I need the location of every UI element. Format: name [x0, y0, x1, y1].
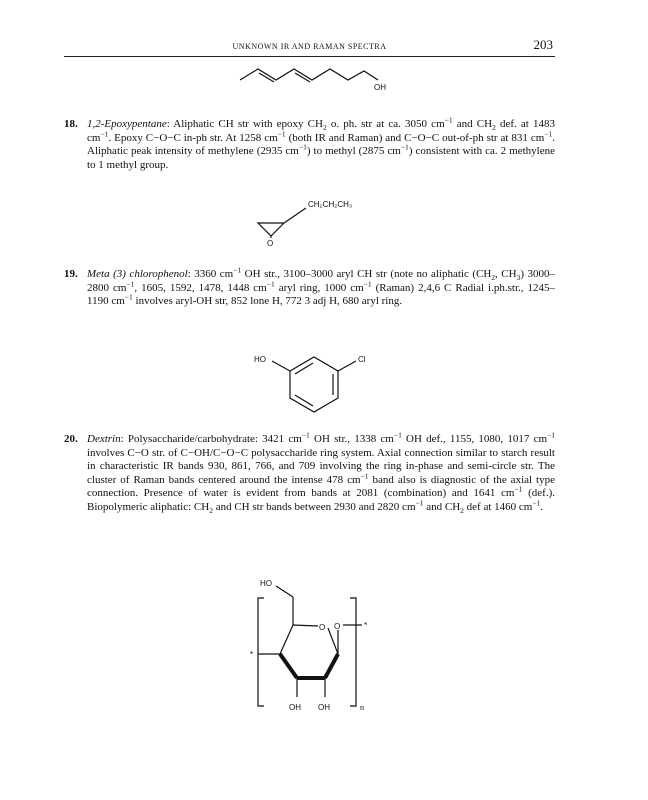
text-run: ) to methyl (2875 cm — [306, 145, 401, 158]
text-run: : Polysaccharide/carbohydrate: 3421 cm — [120, 433, 302, 445]
subscript: 2 — [209, 506, 213, 516]
superscript: −1 — [298, 142, 307, 152]
superscript: −1 — [360, 471, 369, 481]
text-run: and CH — [423, 500, 461, 513]
epoxy-o-label: O — [267, 239, 274, 248]
oh1-label: OH — [289, 703, 301, 712]
text-run: OH str., 1338 cm — [309, 433, 394, 445]
ho-label: HO — [260, 579, 272, 588]
superscript: −1 — [444, 115, 453, 125]
ho-ch2-bond — [276, 586, 293, 597]
running-head: UNKNOWN IR AND RAMAN SPECTRA — [232, 42, 387, 51]
text-run: ) consistent with ca. 2 methylene to 1 methyl group. — [87, 145, 556, 171]
text-run: and CH — [452, 118, 493, 130]
entry-number: 18. — [64, 118, 78, 130]
text-run: OH str., 3100–3000 aryl CH str (note no aliphatic (CH — [241, 268, 492, 280]
oh2-label: OH — [318, 703, 330, 712]
superscript: −1 — [393, 430, 402, 440]
left-star: * — [250, 650, 254, 659]
text-run: OH def., 1155, 1080, 1017 cm — [401, 433, 548, 445]
text-run: : 3360 cm — [187, 268, 234, 280]
ho-label: HO — [254, 355, 266, 364]
text-run: and CH str bands between 2930 and 2820 cm — [212, 500, 416, 513]
subscript: 2 — [322, 123, 327, 133]
superscript: −1 — [514, 484, 523, 494]
text-run: . — [540, 500, 544, 513]
superscript: −1 — [547, 430, 555, 440]
compound-name: Dextrin — [87, 433, 121, 445]
text-run: . Aliphatic peak intensity of methylene (2935 cm — [87, 131, 555, 158]
superscript: −1 — [363, 278, 372, 288]
right-star: * — [364, 621, 368, 630]
superscript: −1 — [266, 278, 275, 288]
text-run: ) 3000–2800 cm — [87, 268, 555, 294]
text-run: aryl ring, 1000 cm — [274, 281, 364, 294]
cl-label: Cl — [358, 355, 366, 364]
text-run: (def.). Biopolymeric aliphatic: CH — [87, 487, 555, 513]
subscript: 2 — [491, 273, 496, 283]
superscript: −1 — [400, 142, 409, 152]
superscript: −1 — [532, 498, 541, 508]
superscript: −1 — [277, 128, 286, 138]
left-bracket — [258, 598, 264, 706]
compound-name: Meta (3) chlorophenol — [87, 268, 188, 280]
oh-label: OH — [374, 83, 386, 92]
link-o-label: O — [334, 622, 341, 631]
superscript: −1 — [301, 430, 310, 440]
text-run: (both IR and Raman) and C−O−C out-of-ph str at 831 cm — [285, 131, 545, 144]
page-number: 203 — [533, 37, 553, 52]
superscript: −1 — [124, 292, 133, 302]
ring-bond-o-c1 — [328, 628, 338, 654]
subscript: 3 — [516, 273, 521, 283]
superscript: −1 — [415, 498, 424, 508]
ring-bond-c4-c3 — [280, 654, 297, 678]
compound-name: 1,2-Epoxypentane — [87, 118, 167, 130]
text-run: . Epoxy C−O−C in-ph str. At 1258 cm — [108, 131, 278, 144]
ring-bond-c5-o — [293, 625, 318, 626]
subscript: 2 — [492, 123, 496, 133]
text-run: band also is diagnostic of the axial type connection. Presence of water is evident from bands at 2081 (combination) and 1641 cm — [87, 473, 555, 500]
text-run: o. ph. str at ca. 3050 cm — [326, 118, 445, 130]
subscript: 2 — [460, 506, 464, 516]
text-run: def at 1460 cm — [463, 500, 533, 513]
entry-number: 19. — [64, 268, 78, 280]
n-subscript: n — [360, 703, 364, 712]
right-bracket — [350, 598, 356, 706]
propyl-label: CH₂CH₂CH₃ — [308, 200, 353, 209]
text-run: : Aliphatic CH str with epoxy CH — [166, 118, 323, 130]
superscript: −1 — [233, 265, 242, 275]
ring-bond-c5-c4 — [280, 625, 293, 654]
superscript: −1 — [544, 128, 553, 138]
ring-bond-c2-c1 — [325, 654, 338, 678]
text-run: involves C−O str. of C−OH/C−O−C polysaccharide ring system. Axial connection similar to starch result in characteristic IR bands 930, 861, 766, and 709 involving the ring in-phase and semi-circle str. The cluster of Raman bands centered around the intense 478 cm — [87, 446, 555, 486]
ring-o-label: O — [319, 623, 326, 632]
entry-number: 20. — [64, 433, 78, 445]
text-run: , 1605, 1592, 1478, 1448 cm — [134, 281, 267, 294]
superscript: −1 — [100, 128, 109, 138]
superscript: −1 — [126, 278, 135, 288]
text-run: (Raman) 2,4,6 C Radial i.ph.str., 1245–1190 cm — [87, 281, 555, 308]
text-run: def. at 1483 cm — [87, 118, 555, 144]
text-run: involves aryl-OH str, 852 lone H, 772 3 adj H, 680 aryl ring. — [132, 295, 403, 308]
text-run: , CH — [495, 268, 517, 280]
